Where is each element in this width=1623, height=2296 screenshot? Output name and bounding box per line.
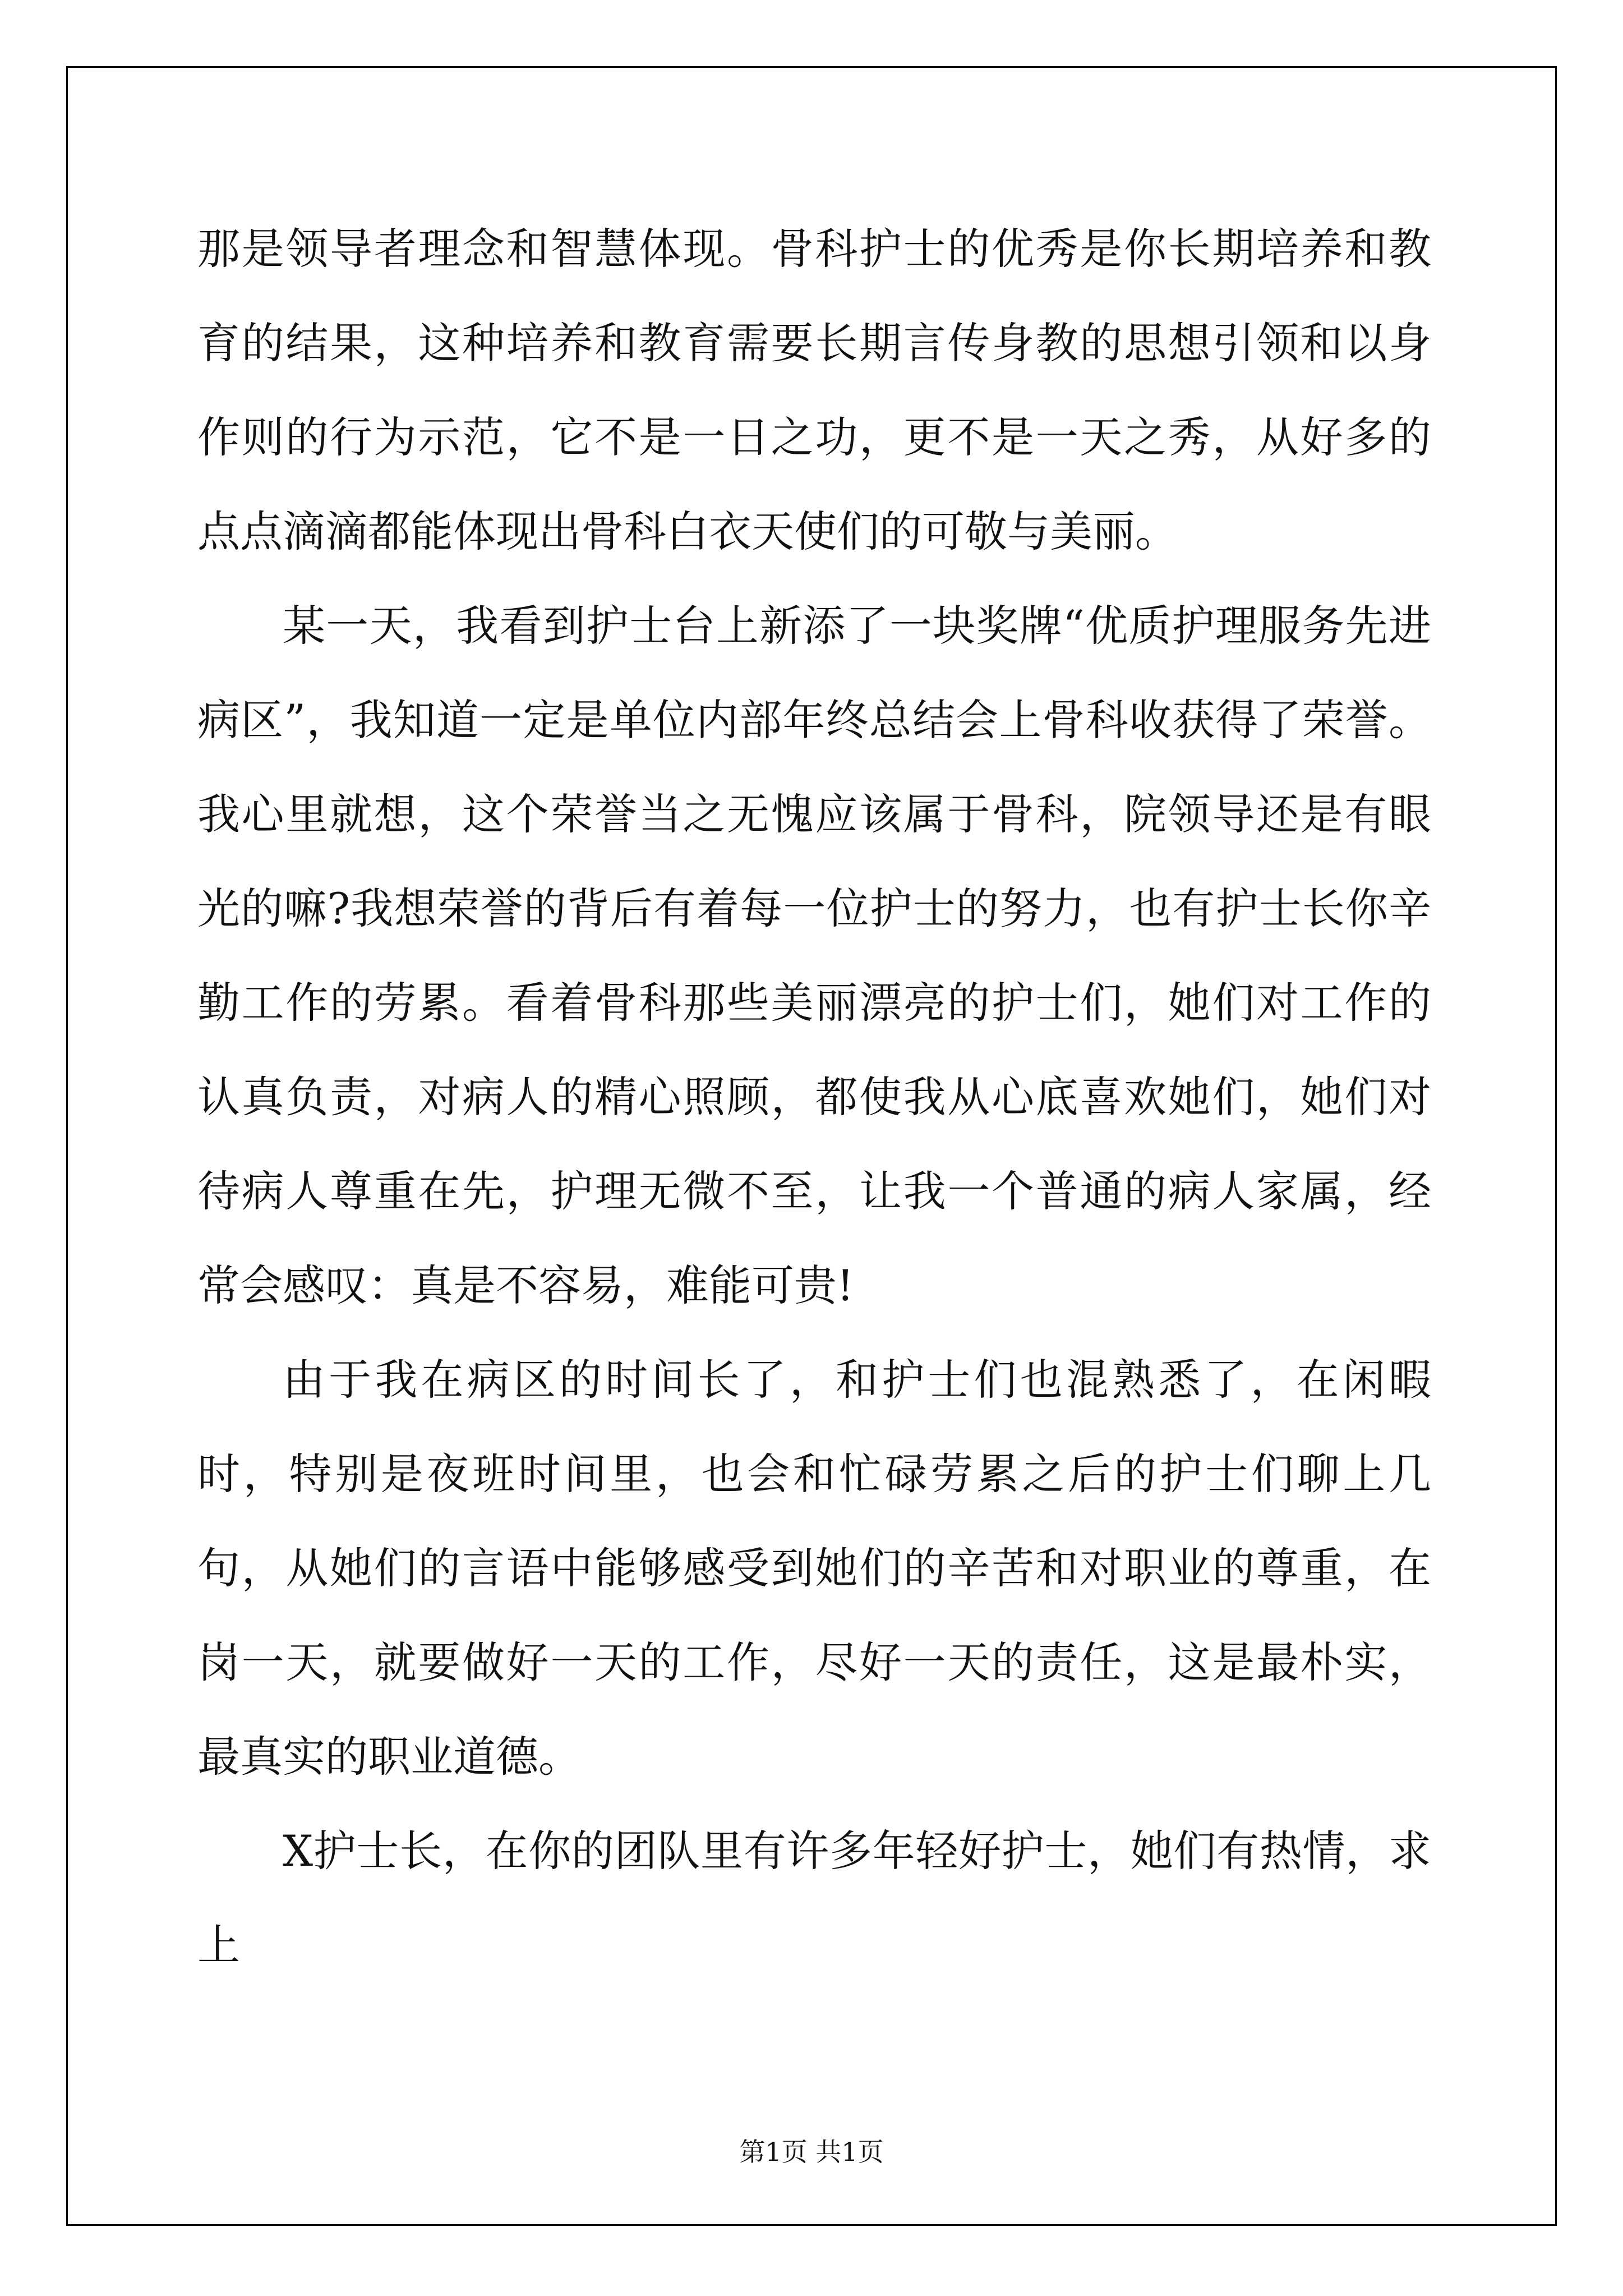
paragraph-2: 某一天，我看到护士台上新添了一块奖牌“优质护理服务先进病区”，我知道一定是单位内部年终总结会上骨科收获得了荣誉。我心里就想，这个荣誉当之无愧应该属于骨科，院领导还是有眼光的嘛?我想荣誉的背后有着每一位护士的努力，也有护士长你辛勤工作的劳累。看着骨科那些美丽漂亮的护士们，她们对工作的认真负责，对病人的精心照顾，都使我从心底喜欢她们，她们对待病人尊重在先，护理无微不至，让我一个普通的病人家属，经常会感叹：真是不容易，难能可贵! xyxy=(197,601,1431,1310)
page-footer: 第1页 共1页 xyxy=(739,2137,884,2167)
paragraph-1: 那是领导者理念和智慧体现。骨科护士的优秀是你长期培养和教育的结果，这种培养和教育需要长期言传身教的思想引领和以身作则的行为示范，它不是一日之功，更不是一天之秀，从好多的点点滴滴都能体现出骨科白衣天使们的可敬与美丽。 xyxy=(197,224,1431,556)
document-body xyxy=(197,202,1431,1993)
paragraph-3: 由于我在病区的时间长了，和护士们也混熟悉了，在闲暇时，特别是夜班时间里，也会和忙碌劳累之后的护士们聊上几句，从她们的言语中能够感受到她们的辛苦和对职业的尊重，在岗一天，就要做好一天的工作，尽好一天的责任，这是最朴实，最真实的职业道德。 xyxy=(197,1355,1431,1782)
paragraph-4: X护士长，在你的团队里有许多年轻好护士，她们有热情，求上 xyxy=(197,1826,1431,1970)
